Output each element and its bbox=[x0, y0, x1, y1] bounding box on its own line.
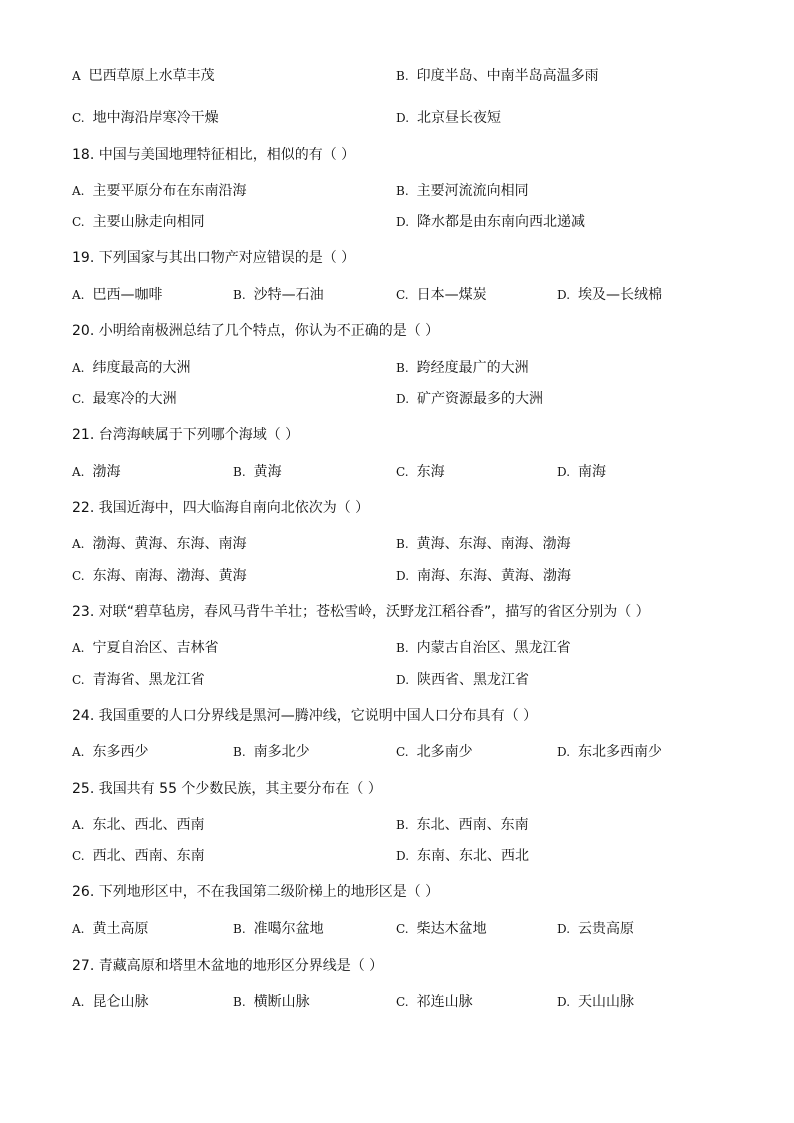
option-a: A. 东多西少 bbox=[72, 744, 149, 760]
option-b: B. 东北、西南、东南 bbox=[396, 817, 529, 833]
option-b: B. 主要河流流向相同 bbox=[396, 183, 529, 199]
question-27-stem: 27. 青藏高原和塔里木盆地的地形区分界线是（ ） bbox=[72, 958, 384, 974]
option-c: C. 主要山脉走向相同 bbox=[72, 214, 205, 230]
options-row bbox=[0, 66, 794, 86]
options-row bbox=[0, 638, 794, 658]
option-letter: B. bbox=[396, 69, 409, 83]
option-d: D. 陕西省、黑龙江省 bbox=[396, 672, 530, 688]
option-b: B. 黄海 bbox=[233, 464, 282, 480]
option-c: C. 青海省、黑龙江省 bbox=[72, 672, 205, 688]
option-a: A. 昆仑山脉 bbox=[72, 994, 149, 1010]
option-d: D. 东北多西南少 bbox=[557, 744, 663, 760]
option-c: C. 柴达木盆地 bbox=[396, 921, 487, 937]
option-a: A. 宁夏自治区、吉林省 bbox=[72, 640, 219, 656]
option-d: D. 矿产资源最多的大洲 bbox=[396, 391, 544, 407]
option-d: D. 南海 bbox=[557, 464, 607, 480]
options-row bbox=[0, 181, 794, 201]
question-22-stem: 22. 我国近海中，四大临海自南向北依次为（ ） bbox=[72, 500, 370, 516]
options-row bbox=[0, 815, 794, 835]
option-b: B. 准噶尔盆地 bbox=[233, 921, 324, 937]
option-d: D. 南海、东海、黄海、渤海 bbox=[396, 568, 572, 584]
option-d: D. 降水都是由东南向西北递减 bbox=[396, 214, 586, 230]
options-row bbox=[0, 846, 794, 866]
options-row bbox=[0, 670, 794, 690]
option-c: C. 东海 bbox=[396, 464, 445, 480]
option-d bbox=[396, 108, 501, 128]
option-d: D. 天山山脉 bbox=[557, 994, 635, 1010]
options-row bbox=[0, 534, 794, 554]
option-b: B. 南多北少 bbox=[233, 744, 310, 760]
option-text: 地中海沿岸寒冷干燥 bbox=[92, 110, 219, 126]
option-text: 印度半岛、中南半岛高温多雨 bbox=[416, 68, 599, 84]
question-24-stem: 24. 我国重要的人口分界线是黑河—腾冲线，它说明中国人口分布具有（ ） bbox=[72, 708, 538, 724]
question-19-stem: 19. 下列国家与其出口物产对应错误的是（ ） bbox=[72, 250, 356, 266]
options-row bbox=[0, 919, 794, 939]
options-row bbox=[0, 285, 794, 305]
option-c: C. 东海、南海、渤海、黄海 bbox=[72, 568, 247, 584]
options-row bbox=[0, 389, 794, 409]
option-c: C. 祁连山脉 bbox=[396, 994, 473, 1010]
option-c: C. 西北、西南、东南 bbox=[72, 848, 205, 864]
options-row bbox=[0, 108, 794, 128]
option-a: A. 主要平原分布在东南沿海 bbox=[72, 183, 247, 199]
option-b: B. 跨经度最广的大洲 bbox=[396, 360, 529, 376]
option-letter: C. bbox=[72, 111, 85, 125]
options-row bbox=[0, 992, 794, 1012]
options-row bbox=[0, 358, 794, 378]
options-row bbox=[0, 212, 794, 232]
option-letter: D. bbox=[396, 111, 410, 125]
option-a: A. 纬度最高的大洲 bbox=[72, 360, 191, 376]
option-b: B. 内蒙古自治区、黑龙江省 bbox=[396, 640, 571, 656]
option-letter: A bbox=[72, 69, 81, 83]
option-c: C. 最寒冷的大洲 bbox=[72, 391, 177, 407]
question-20-stem: 20. 小明给南极洲总结了几个特点，你认为不正确的是（ ） bbox=[72, 323, 440, 339]
question-18-stem: 18. 中国与美国地理特征相比，相似的有（ ） bbox=[72, 147, 356, 163]
options-row bbox=[0, 566, 794, 586]
option-c bbox=[72, 108, 219, 128]
option-d: D. 云贵高原 bbox=[557, 921, 635, 937]
option-a: A. 东北、西北、西南 bbox=[72, 817, 205, 833]
option-b: B. 黄海、东海、南海、渤海 bbox=[396, 536, 571, 552]
options-row bbox=[0, 462, 794, 482]
option-b bbox=[396, 66, 599, 86]
option-a: A. 黄土高原 bbox=[72, 921, 149, 937]
options-row bbox=[0, 742, 794, 762]
option-a: A. 渤海、黄海、东海、南海 bbox=[72, 536, 247, 552]
option-d: D. 东南、东北、西北 bbox=[396, 848, 530, 864]
option-a: A. 巴西—咖啡 bbox=[72, 287, 163, 303]
option-text: 巴西草原上水草丰茂 bbox=[88, 68, 215, 84]
question-21-stem: 21. 台湾海峡属于下列哪个海域（ ） bbox=[72, 427, 300, 443]
option-a: A. 渤海 bbox=[72, 464, 121, 480]
question-26-stem: 26. 下列地形区中，不在我国第二级阶梯上的地形区是（ ） bbox=[72, 884, 440, 900]
option-d: D. 埃及—长绒棉 bbox=[557, 287, 663, 303]
option-b: B. 横断山脉 bbox=[233, 994, 310, 1010]
option-a bbox=[72, 66, 215, 86]
question-25-stem: 25. 我国共有 55 个少数民族，其主要分布在（ ） bbox=[72, 781, 382, 797]
option-text: 北京昼长夜短 bbox=[417, 110, 502, 126]
option-b: B. 沙特—石油 bbox=[233, 287, 324, 303]
question-23-stem: 23. 对联“碧草毡房，春风马背牛羊壮；苍松雪岭，沃野龙江稻谷香”，描写的省区分别为（ ） bbox=[72, 604, 650, 620]
option-c: C. 日本—煤炭 bbox=[396, 287, 487, 303]
option-c: C. 北多南少 bbox=[396, 744, 473, 760]
